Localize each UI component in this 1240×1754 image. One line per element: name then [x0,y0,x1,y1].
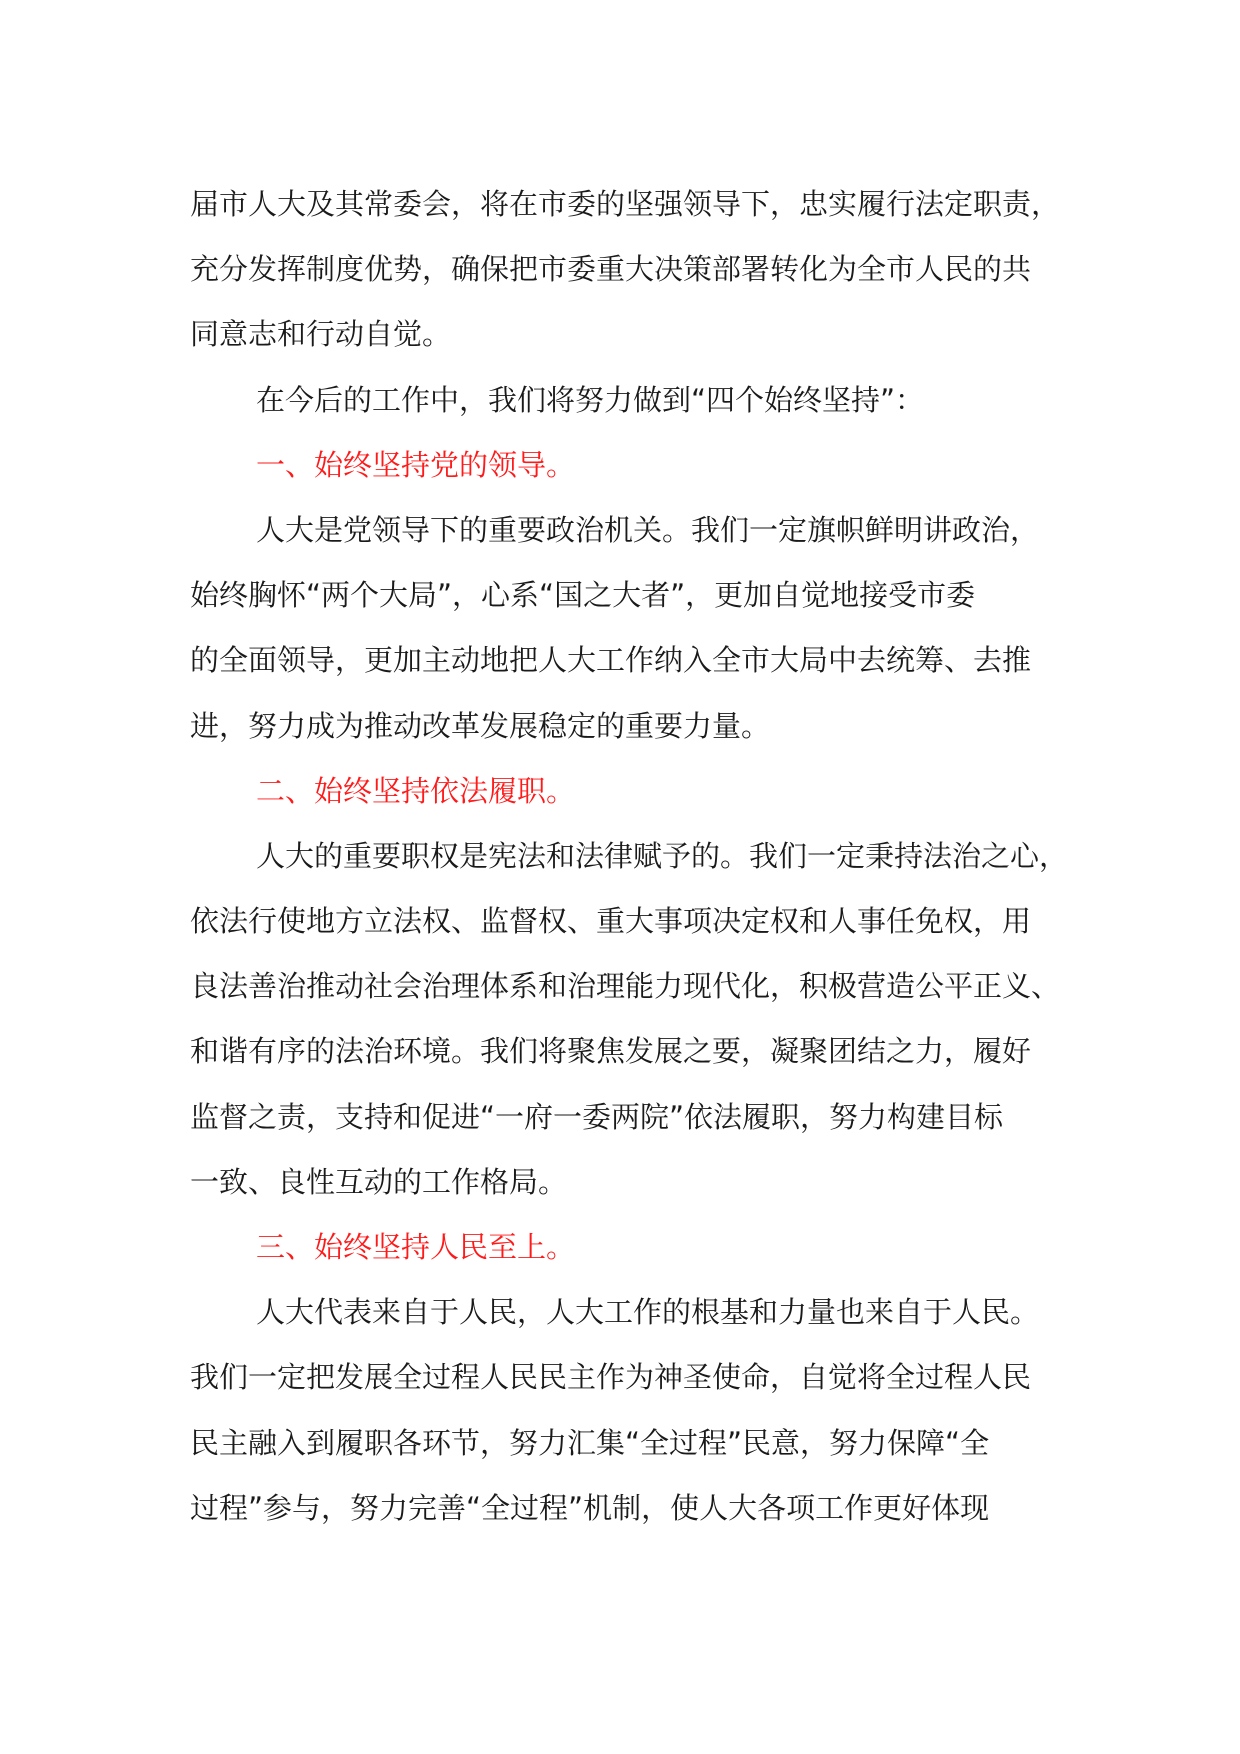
text-line: 监督之责，支持和促进“一府一委两院”依法履职，努力构建目标 [190,1099,1004,1134]
section-heading-3: 三、始终坚持人民至上。 [256,1230,576,1264]
paragraph-first-line: 人大的重要职权是宪法和法律赋予的。我们一定秉持法治之心， [256,838,1069,873]
section-heading-1: 一、始终坚持党的领导。 [256,447,576,482]
text-line: 良法善治推动社会治理体系和治理能力现代化，积极营造公平正义、 [190,969,1061,1004]
text-line: 进，努力成为推动改革发展稳定的重要力量。 [190,708,771,743]
text-line: 充分发挥制度优势，确保把市委重大决策部署转化为全市人民的共 [190,252,1032,287]
text-line: 的全面领导，更加主动地把人大工作纳入全市大局中去统筹、去推 [190,643,1032,678]
text-line: 届市人大及其常委会，将在市委的坚强领导下，忠实履行法定职责， [190,187,1061,221]
paragraph-first-line: 人大是党领导下的重要政治机关。我们一定旗帜鲜明讲政治， [256,512,1040,547]
paragraph-first-line: 在今后的工作中，我们将努力做到“四个始终坚持”： [256,382,925,417]
text-line: 同意志和行动自觉。 [190,317,452,352]
paragraph-first-line: 人大代表来自于人民，人大工作的根基和力量也来自于人民。 [256,1295,1040,1330]
text-line: 民主融入到履职各环节，努力汇集“全过程”民意，努力保障“全 [190,1425,990,1460]
text-line: 过程”参与，努力完善“全过程”机制，使人大各项工作更好体现 [190,1490,990,1525]
section-heading-2: 二、始终坚持依法履职。 [256,773,576,808]
text-line: 依法行使地方立法权、监督权、重大事项决定权和人事任免权，用 [190,904,1032,939]
text-line: 和谐有序的法治环境。我们将聚焦发展之要，凝聚团结之力，履好 [190,1034,1032,1069]
text-line: 始终胸怀“两个大局”，心系“国之大者”，更加自觉地接受市委 [190,578,976,613]
text-line: 一致、良性互动的工作格局。 [190,1164,568,1199]
text-line: 我们一定把发展全过程人民民主作为神圣使命，自觉将全过程人民 [190,1360,1032,1395]
document-body [190,172,1069,1541]
